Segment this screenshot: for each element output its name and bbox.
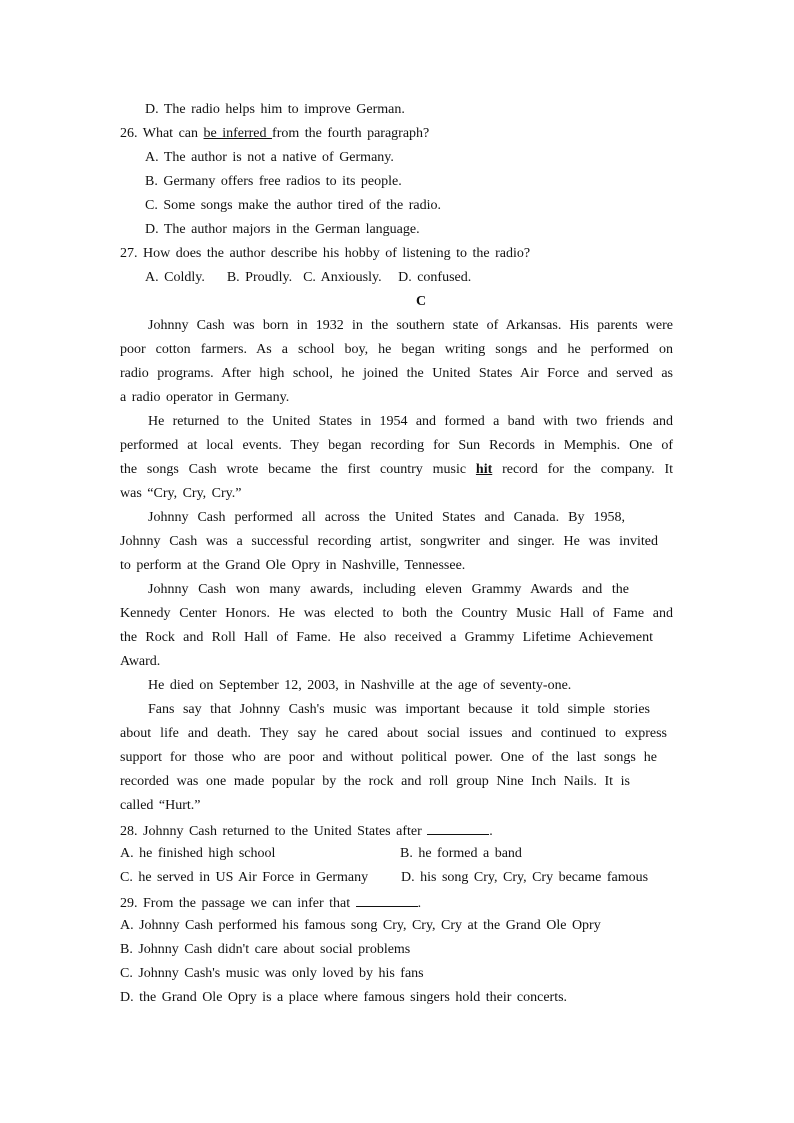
- q26-stem: [120, 126, 429, 142]
- passage-heading: C: [415, 294, 427, 309]
- passage-line: support for those who are poor and without political power. One of the last songs he: [120, 750, 657, 765]
- q26-stem-underlined: be inferred: [203, 126, 273, 141]
- q26-option-d: D. The author majors in the German language.: [145, 222, 420, 237]
- passage-line: radio programs. After high school, he joined the United States Air Force and served as: [120, 366, 673, 381]
- q26-option-c: C. Some songs make the author tired of the radio.: [145, 198, 441, 213]
- q28-stem-text: 28. Johnny Cash returned to the United States after: [120, 824, 428, 839]
- q29-stem-end: .: [417, 896, 422, 911]
- answer-blank: [427, 822, 489, 835]
- passage-line: performed at local events. They began recording for Sun Records in Memphis. One of: [120, 438, 673, 453]
- q25-option-d: D. The radio helps him to improve German.: [145, 102, 405, 117]
- q28-option-b: B. he formed a band: [400, 846, 522, 861]
- q28-option-a: A. he finished high school: [120, 846, 276, 861]
- q26-option-a: A. The author is not a native of Germany.: [145, 150, 394, 165]
- passage-line: Johnny Cash performed all across the United States and Canada. By 1958,: [148, 510, 625, 525]
- q29-option-c: C. Johnny Cash's music was only loved by his fans: [120, 966, 424, 981]
- q29-option-b: B. Johnny Cash didn't care about social problems: [120, 942, 411, 957]
- passage-line: [120, 462, 673, 478]
- q28-option-c: C. he served in US Air Force in Germany: [120, 870, 369, 885]
- passage-line: Fans say that Johnny Cash's music was important because it told simple stories: [148, 702, 650, 717]
- passage-line: Award.: [120, 654, 161, 669]
- q29-stem-text: 29. From the passage we can infer that: [120, 896, 356, 911]
- q26-stem-prefix: 26. What can: [120, 126, 204, 141]
- passage-line: Johnny Cash was born in 1932 in the southern state of Arkansas. His parents were: [148, 318, 673, 333]
- passage-line: the Rock and Roll Hall of Fame. He also received a Grammy Lifetime Achievement: [120, 630, 653, 645]
- q26-option-b: B. Germany offers free radios to its people.: [145, 174, 402, 189]
- passage-line: Kennedy Center Honors. He was elected to both the Country Music Hall of Fame and: [120, 606, 673, 621]
- q28-stem-end: .: [489, 824, 493, 839]
- passage-line: poor cotton farmers. As a school boy, he began writing songs and he performed on: [120, 342, 673, 357]
- q29-option-a: A. Johnny Cash performed his famous song Cry, Cry, Cry at the Grand Ole Opry: [120, 918, 601, 933]
- passage-line: about life and death. They say he cared about social issues and continued to express: [120, 726, 667, 741]
- passage-line: was “Cry, Cry, Cry.”: [120, 486, 242, 501]
- q28-option-d: D. his song Cry, Cry, Cry became famous: [401, 870, 649, 885]
- q29-option-d: D. the Grand Ole Opry is a place where famous singers hold their concerts.: [120, 990, 568, 1005]
- passage-line: called “Hurt.”: [120, 798, 201, 813]
- passage-text: record for the company. It: [492, 462, 674, 477]
- q27-stem: 27. How does the author describe his hobby of listening to the radio?: [120, 246, 531, 261]
- q28-stem: [120, 822, 493, 840]
- passage-text: the songs Cash wrote became the first country music: [120, 462, 476, 477]
- passage-line: He died on September 12, 2003, in Nashville at the age of seventy-one.: [148, 678, 572, 693]
- hit-keyword: hit: [475, 462, 493, 477]
- q29-stem: [120, 894, 421, 912]
- passage-line: recorded was one made popular by the rock and roll group Nine Inch Nails. It is: [120, 774, 630, 789]
- passage-line: Johnny Cash was a successful recording artist, songwriter and singer. He was invited: [120, 534, 658, 549]
- passage-line: He returned to the United States in 1954 and formed a band with two friends and: [148, 414, 673, 429]
- passage-line: a radio operator in Germany.: [120, 390, 290, 405]
- passage-line: to perform at the Grand Ole Opry in Nashville, Tennessee.: [120, 558, 466, 573]
- q27-options: A. Coldly. B. Proudly. C. Anxiously. D. confused.: [145, 270, 472, 285]
- passage-line: Johnny Cash won many awards, including eleven Grammy Awards and the: [148, 582, 629, 597]
- answer-blank: [356, 894, 418, 907]
- q26-stem-suffix: from the fourth paragraph?: [272, 126, 430, 141]
